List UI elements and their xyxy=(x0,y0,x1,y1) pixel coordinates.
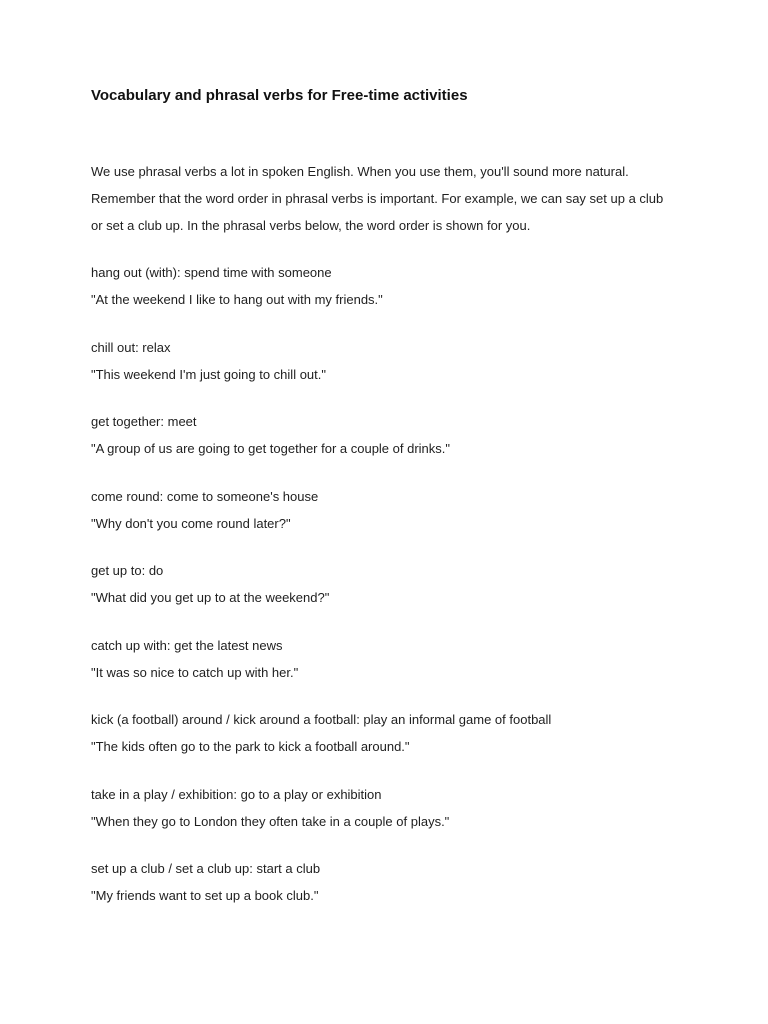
document-title: Vocabulary and phrasal verbs for Free-time activities xyxy=(91,87,468,104)
phrasal-verb-entry xyxy=(91,334,691,388)
phrasal-verb-example: "Why don't you come round later?" xyxy=(91,515,291,531)
intro-line: or set a club up. In the phrasal verbs below, the word order is shown for you. xyxy=(91,218,531,233)
phrasal-verb-entry xyxy=(91,855,691,909)
document-content xyxy=(91,86,691,930)
phrasal-verb-definition: get up to: do xyxy=(91,563,164,578)
phrasal-verb-entry xyxy=(91,483,691,537)
phrasal-verb-definition: kick (a football) around / kick around a football: play an informal game of football xyxy=(91,712,552,727)
intro-paragraph xyxy=(91,158,691,239)
phrasal-verb-definition: catch up with: get the latest news xyxy=(91,637,283,653)
phrasal-verb-list xyxy=(91,259,691,909)
phrasal-verb-example: "It was so nice to catch up with her." xyxy=(91,664,299,680)
phrasal-verb-definition: come round: come to someone's house xyxy=(91,488,319,504)
phrasal-verb-definition: take in a play / exhibition: go to a play or exhibition xyxy=(91,786,382,802)
phrasal-verb-example: "When they go to London they often take in a couple of plays." xyxy=(91,813,450,829)
phrasal-verb-example: "What did you get up to at the weekend?" xyxy=(91,590,330,605)
phrasal-verb-example: "At the weekend I like to hang out with my friends." xyxy=(91,292,383,307)
phrasal-verb-definition: hang out (with): spend time with someone xyxy=(91,265,332,280)
phrasal-verb-definition: get together: meet xyxy=(91,414,197,429)
phrasal-verb-entry xyxy=(91,408,691,462)
intro-line: We use phrasal verbs a lot in spoken English. When you use them, you'll sound more natural. xyxy=(91,164,629,179)
phrasal-verb-entry xyxy=(91,557,691,611)
phrasal-verb-definition: set up a club / set a club up: start a club xyxy=(91,861,321,876)
phrasal-verb-example: "The kids often go to the park to kick a football around." xyxy=(91,739,410,754)
phrasal-verb-example: "This weekend I'm just going to chill out." xyxy=(91,366,326,382)
phrasal-verb-definition: chill out: relax xyxy=(91,339,171,355)
phrasal-verb-entry xyxy=(91,632,691,686)
phrasal-verb-entry xyxy=(91,781,691,835)
phrasal-verb-example: "My friends want to set up a book club." xyxy=(91,888,319,903)
intro-line: Remember that the word order in phrasal verbs is important. For example, we can say set up a club xyxy=(91,191,664,206)
phrasal-verb-entry xyxy=(91,259,691,313)
phrasal-verb-entry xyxy=(91,706,691,760)
phrasal-verb-example: "A group of us are going to get together for a couple of drinks." xyxy=(91,441,451,456)
